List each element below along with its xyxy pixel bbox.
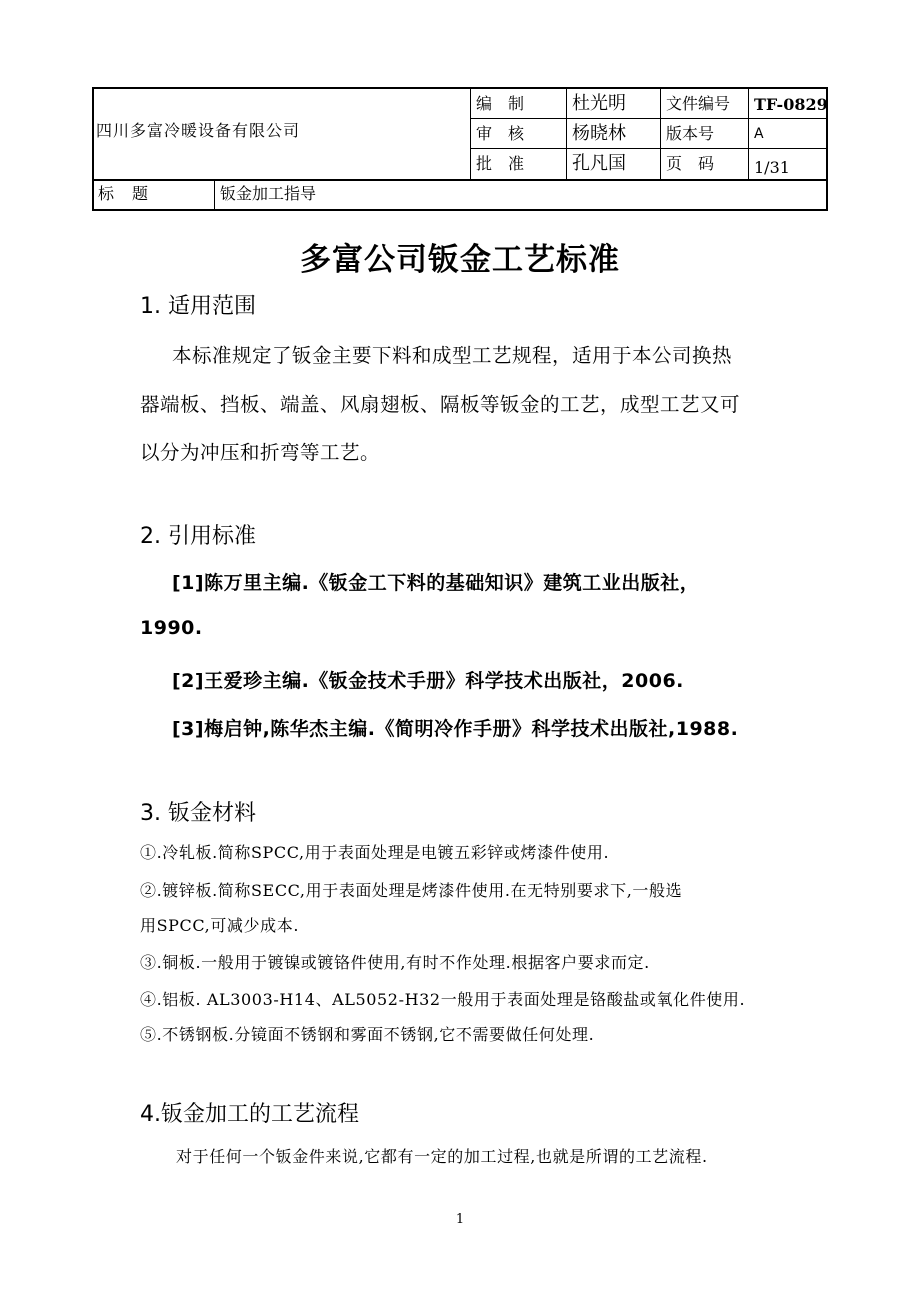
section-1-heading: 1. 适用范围 <box>140 294 256 319</box>
approved-by-name: 孔凡国 <box>572 153 626 174</box>
header-table <box>92 87 828 211</box>
material-item-2: ②.镀锌板.简称SECC,用于表面处理是烤漆件使用.在无特别要求下,一般选 <box>140 881 683 900</box>
version-value: A <box>754 126 764 142</box>
company-name: 四川多富冷暖设备有限公司 <box>96 121 301 140</box>
compiled-by-name: 杜光明 <box>572 93 626 114</box>
reference-1: [1]陈万里主编.《钣金工下料的基础知识》建筑工业出版社， <box>172 572 700 594</box>
section-4-heading: 4.钣金加工的工艺流程 <box>140 1102 359 1127</box>
page-number: 1 <box>455 1212 465 1227</box>
file-number-value: TF-0829 <box>754 95 828 114</box>
document-title: 多富公司钣金工艺标准 <box>300 242 620 278</box>
section-1-line-2: 器端板、挡板、端盖、风扇翅板、隔板等钣金的工艺，成型工艺又可 <box>140 393 741 416</box>
page-value: 1/31 <box>754 158 790 177</box>
section-3-heading: 3. 钣金材料 <box>140 801 256 826</box>
approved-by-label: 批 准 <box>476 154 525 173</box>
version-label: 版本号 <box>666 124 715 143</box>
reference-2: [2]王爱珍主编.《钣金技术手册》科学技术出版社，2006. <box>172 670 684 692</box>
material-item-2-cont: 用SPCC,可减少成本. <box>140 916 300 935</box>
section-1-line-3: 以分为冲压和折弯等工艺。 <box>140 441 381 464</box>
material-item-4: ④.铝板. AL3003-H14、AL5052-H32一般用于表面处理是铬酸盐或氧化件使用. <box>140 990 746 1009</box>
compiled-by-label: 编 制 <box>476 94 525 113</box>
file-number-label: 文件编号 <box>666 94 731 113</box>
page-label: 页 码 <box>666 154 715 173</box>
reference-1-year: 1990. <box>140 617 203 639</box>
section-1-line-1: 本标准规定了钣金主要下料和成型工艺规程，适用于本公司换热 <box>172 344 733 367</box>
material-item-1: ①.冷轧板.简称SPCC,用于表面处理是电镀五彩锌或烤漆件使用. <box>140 843 610 862</box>
reference-3: [3]梅启钟,陈华杰主编.《简明冷作手册》科学技术出版社,1988. <box>172 718 739 740</box>
title-value: 钣金加工指导 <box>220 184 317 203</box>
section-2-heading: 2. 引用标准 <box>140 524 256 549</box>
material-item-5: ⑤.不锈钢板.分镜面不锈钢和雾面不锈钢,它不需要做任何处理. <box>140 1025 595 1044</box>
reviewed-by-label: 审 核 <box>476 124 525 143</box>
reviewed-by-name: 杨晓林 <box>572 123 626 144</box>
section-4-line: 对于任何一个钣金件来说,它都有一定的加工过程,也就是所谓的工艺流程. <box>176 1147 708 1166</box>
material-item-3: ③.铜板.一般用于镀镍或镀铬件使用,有时不作处理.根据客户要求而定. <box>140 953 650 972</box>
title-label: 标题 <box>98 184 167 203</box>
